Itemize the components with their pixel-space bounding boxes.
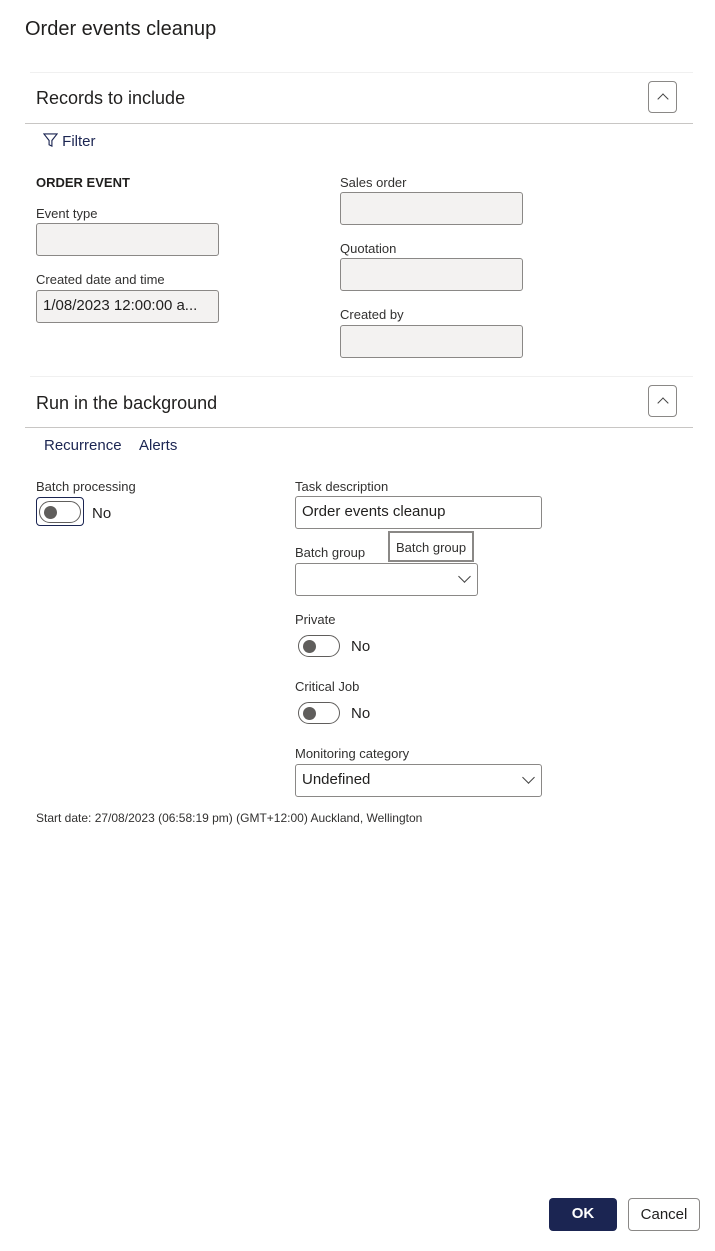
batch-group-label: Batch group: [295, 545, 366, 560]
batch-processing-value: No: [92, 505, 112, 522]
monitoring-category-value: Undefined: [302, 771, 371, 788]
divider: [30, 72, 693, 73]
dialog-title: Order events cleanup: [25, 18, 217, 40]
start-date-text: Start date: 27/08/2023 (06:58:19 pm) (GMT+12:00) Auckland, Wellington: [36, 811, 423, 825]
divider: [25, 123, 693, 124]
task-description-input[interactable]: Order events cleanup: [295, 496, 542, 529]
section-title-background: Run in the background: [36, 393, 218, 413]
created-by-input[interactable]: [340, 325, 523, 358]
created-input[interactable]: 1/08/2023 12:00:00 a...: [36, 290, 219, 323]
critical-job-toggle[interactable]: [298, 702, 340, 724]
critical-job-label: Critical Job: [295, 679, 360, 694]
batch-processing-toggle[interactable]: [39, 501, 81, 523]
private-value: No: [351, 638, 371, 655]
ok-button[interactable]: OK: [549, 1198, 617, 1231]
tab-recurrence[interactable]: Recurrence: [44, 437, 122, 454]
collapse-background-button[interactable]: [648, 385, 677, 417]
event-type-input[interactable]: [36, 223, 219, 256]
filter-button[interactable]: [43, 133, 96, 150]
sales-order-input[interactable]: [340, 192, 523, 225]
private-label: Private: [295, 612, 336, 627]
tab-alerts[interactable]: Alerts: [139, 437, 178, 454]
sales-order-label: Sales order: [340, 175, 407, 190]
filter-label: Filter: [62, 133, 96, 150]
created-by-label: Created by: [340, 307, 404, 322]
quotation-input[interactable]: [340, 258, 523, 291]
cancel-button[interactable]: Cancel: [628, 1198, 700, 1231]
batch-processing-label: Batch processing: [36, 479, 136, 494]
divider: [25, 427, 693, 428]
event-type-label: Event type: [36, 206, 98, 221]
task-description-label: Task description: [295, 479, 389, 494]
divider: [30, 376, 693, 377]
chevron-down-icon: [522, 771, 535, 784]
chevron-down-icon: [458, 570, 471, 583]
quotation-label: Quotation: [340, 241, 397, 256]
created-label: Created date and time: [36, 272, 165, 287]
tooltip: Batch group: [388, 531, 474, 562]
section-title-records: Records to include: [36, 88, 186, 108]
monitoring-category-label: Monitoring category: [295, 746, 410, 761]
critical-job-value: No: [351, 705, 371, 722]
filter-icon: [43, 133, 58, 148]
group-heading: ORDER EVENT: [36, 175, 130, 190]
batch-group-select[interactable]: [295, 563, 478, 596]
private-toggle[interactable]: [298, 635, 340, 657]
collapse-records-button[interactable]: [648, 81, 677, 113]
monitoring-category-select[interactable]: [295, 764, 542, 797]
